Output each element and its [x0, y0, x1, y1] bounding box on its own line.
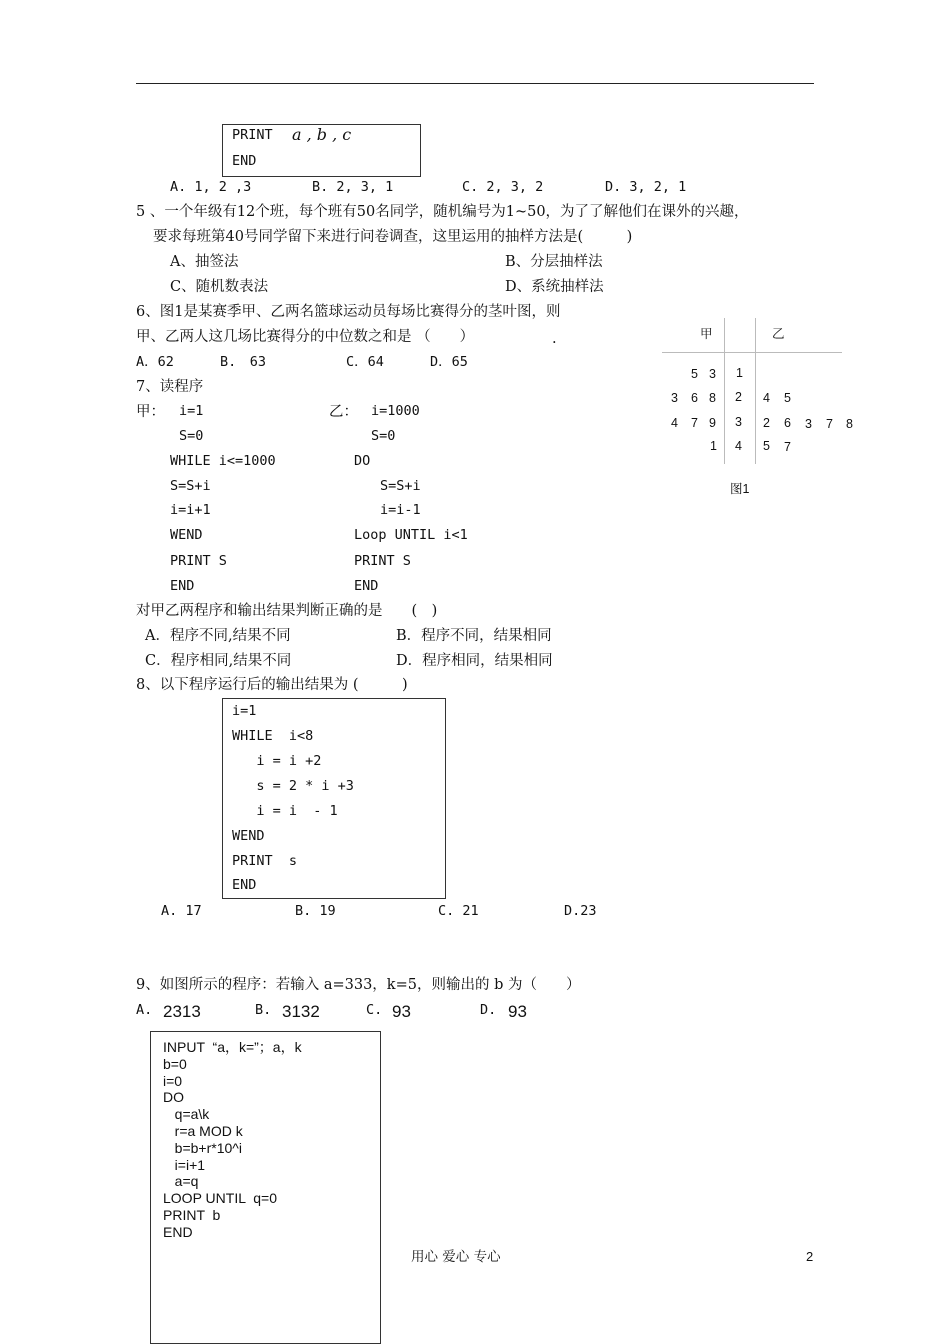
q7-yi-line: i=1000: [371, 403, 420, 419]
q8-option-c: C. 21: [438, 903, 479, 919]
q7-option-c: C．程序相同,结果不同: [145, 653, 292, 669]
q6-line2: 甲、乙两人这几场比赛得分的中位数之和是 （ ）: [136, 329, 475, 345]
q7-option-a: A．程序不同,结果不同: [145, 628, 291, 644]
stem-leaf-stem: 2: [735, 390, 742, 404]
q4-option-a: A. 1, 2 ,3: [170, 179, 252, 195]
q8-option-d: D.23: [564, 903, 597, 919]
q7-option-d: D．程序相同，结果相同: [396, 653, 553, 669]
q7-jia-label: 甲：: [136, 404, 165, 420]
stem-leaf-leaf: 3: [805, 417, 812, 431]
q7-option-b: B．程序不同，结果相同: [396, 628, 552, 644]
q6-option-b: B. 63: [220, 354, 267, 370]
q4-option-c: C. 2, 3, 2: [462, 179, 544, 195]
q7-yi-line: Loop UNTIL i<1: [354, 527, 468, 543]
stem-leaf-header-rule: [662, 352, 842, 353]
q7-jia-line: WEND: [170, 527, 203, 543]
q7-jia-line: WHILE i<=1000: [170, 453, 276, 469]
stem-leaf-leaf: 4: [671, 416, 678, 430]
footer-motto: 用心 爱心 专心: [411, 1249, 501, 1265]
stem-leaf-stem: 4: [735, 439, 742, 453]
q9-option-d-value: 93: [508, 1002, 527, 1021]
q7-jia-line: PRINT S: [170, 553, 227, 569]
q7-title: 7、读程序: [136, 379, 204, 395]
stem-leaf-left-header: 甲: [700, 327, 713, 341]
q4-print-vars: a , b , c: [292, 125, 352, 144]
q6-dot: .: [552, 331, 557, 347]
page-number: 2: [806, 1249, 814, 1264]
stem-leaf-leaf: 7: [691, 416, 698, 430]
stem-leaf-leaf: 1: [710, 439, 717, 453]
q5-option-c: C、随机数表法: [170, 279, 269, 295]
q8-code-line: WHILE i<8: [232, 728, 314, 744]
stem-leaf-leaf: 8: [846, 417, 853, 431]
q9-option-a-value: 2313: [163, 1002, 201, 1021]
header-rule: [136, 83, 814, 84]
q8-title: 8、以下程序运行后的输出结果为 ( ): [136, 677, 408, 693]
q5-option-b: B、分层抽样法: [505, 254, 603, 270]
q9-option-c-value: 93: [392, 1002, 411, 1021]
stem-leaf-leaf: 9: [709, 416, 716, 430]
q8-option-a: A. 17: [161, 903, 202, 919]
stem-leaf-leaf: 5: [763, 439, 770, 453]
q8-code-line: END: [232, 877, 257, 893]
stem-leaf-divider-right: [755, 318, 756, 464]
q7-yi-line: DO: [354, 453, 371, 469]
q6-option-a: A．62: [136, 354, 174, 370]
q7-jia-line: S=0: [179, 428, 204, 444]
q8-option-b: B. 19: [295, 903, 336, 919]
stem-leaf-leaf: 4: [763, 391, 770, 405]
q8-code-line: i = i - 1: [232, 803, 338, 819]
stem-leaf-stem: 3: [735, 415, 742, 429]
q7-yi-line: i=i-1: [380, 502, 421, 518]
stem-leaf-right-header: 乙: [772, 327, 785, 341]
stem-leaf-stem: 1: [736, 366, 743, 380]
q5-line1: 5 、一个年级有12个班，每个班有50名同学，随机编号为1~50，为了了解他们在课外的兴趣，: [136, 204, 749, 220]
q9-option-d-label: D.: [480, 1002, 497, 1018]
q9-option-a-label: A.: [136, 1002, 153, 1018]
q5-line2: 要求每班第40号同学留下来进行问卷调查，这里运用的抽样方法是( ): [153, 229, 633, 245]
q8-code-line: i=1: [232, 703, 257, 719]
stem-leaf-leaf: 5: [691, 367, 698, 381]
q4-option-b: B. 2, 3, 1: [312, 179, 394, 195]
q7-yi-line: S=S+i: [380, 478, 421, 494]
stem-leaf-leaf: 6: [691, 391, 698, 405]
stem-leaf-leaf: 6: [784, 416, 791, 430]
q7-yi-label: 乙：: [329, 404, 358, 420]
q5-option-a: A、抽签法: [170, 254, 239, 270]
stem-leaf-caption: 图1: [730, 482, 750, 496]
q7-yi-line: END: [354, 578, 379, 594]
stem-leaf-leaf: 7: [784, 440, 791, 454]
q4-print-keyword: PRINT: [232, 127, 273, 143]
q8-code-line: i = i +2: [232, 753, 322, 769]
q7-yi-line: S=0: [371, 428, 396, 444]
q7-question: 对甲乙两程序和输出结果判断正确的是 ( ): [136, 603, 438, 619]
q4-option-d: D. 3, 2, 1: [605, 179, 687, 195]
stem-leaf-divider-left: [724, 318, 725, 464]
q9-title: 9、如图所示的程序：若输入 a=333，k=5，则输出的 b 为（ ）: [136, 977, 581, 993]
stem-leaf-leaf: 3: [709, 367, 716, 381]
q7-yi-line: PRINT S: [354, 553, 411, 569]
q8-code-line: PRINT s: [232, 853, 298, 869]
stem-leaf-leaf: 2: [763, 416, 770, 430]
q4-end: END: [232, 153, 257, 169]
q7-jia-line: i=1: [179, 403, 204, 419]
q9-option-b-value: 3132: [282, 1002, 320, 1021]
q7-jia-line: i=i+1: [170, 502, 211, 518]
q9-option-c-label: C.: [366, 1002, 383, 1018]
q6-line1: 6、图1是某赛季甲、乙两名篮球运动员每场比赛得分的茎叶图，则: [136, 304, 561, 320]
stem-leaf-leaf: 5: [784, 391, 791, 405]
q6-option-c: C．64: [346, 354, 384, 370]
q8-code-line: WEND: [232, 828, 265, 844]
q8-code-line: s = 2 * i +3: [232, 778, 354, 794]
stem-leaf-leaf: 3: [671, 391, 678, 405]
stem-leaf-leaf: 8: [709, 391, 716, 405]
q7-jia-line: END: [170, 578, 195, 594]
stem-leaf-leaf: 7: [826, 417, 833, 431]
q6-option-d: D．65: [430, 354, 468, 370]
q9-option-b-label: B.: [255, 1002, 272, 1018]
q9-code: INPUT “a，k=”；a，k b=0 i=0 DO q=a\k r=a MOD k b=b+r*10^i i=i+1 a=q LOOP UNTIL q=0 PRINT b END: [163, 1039, 302, 1240]
q7-jia-line: S=S+i: [170, 478, 211, 494]
q5-option-d: D、系统抽样法: [505, 279, 604, 295]
